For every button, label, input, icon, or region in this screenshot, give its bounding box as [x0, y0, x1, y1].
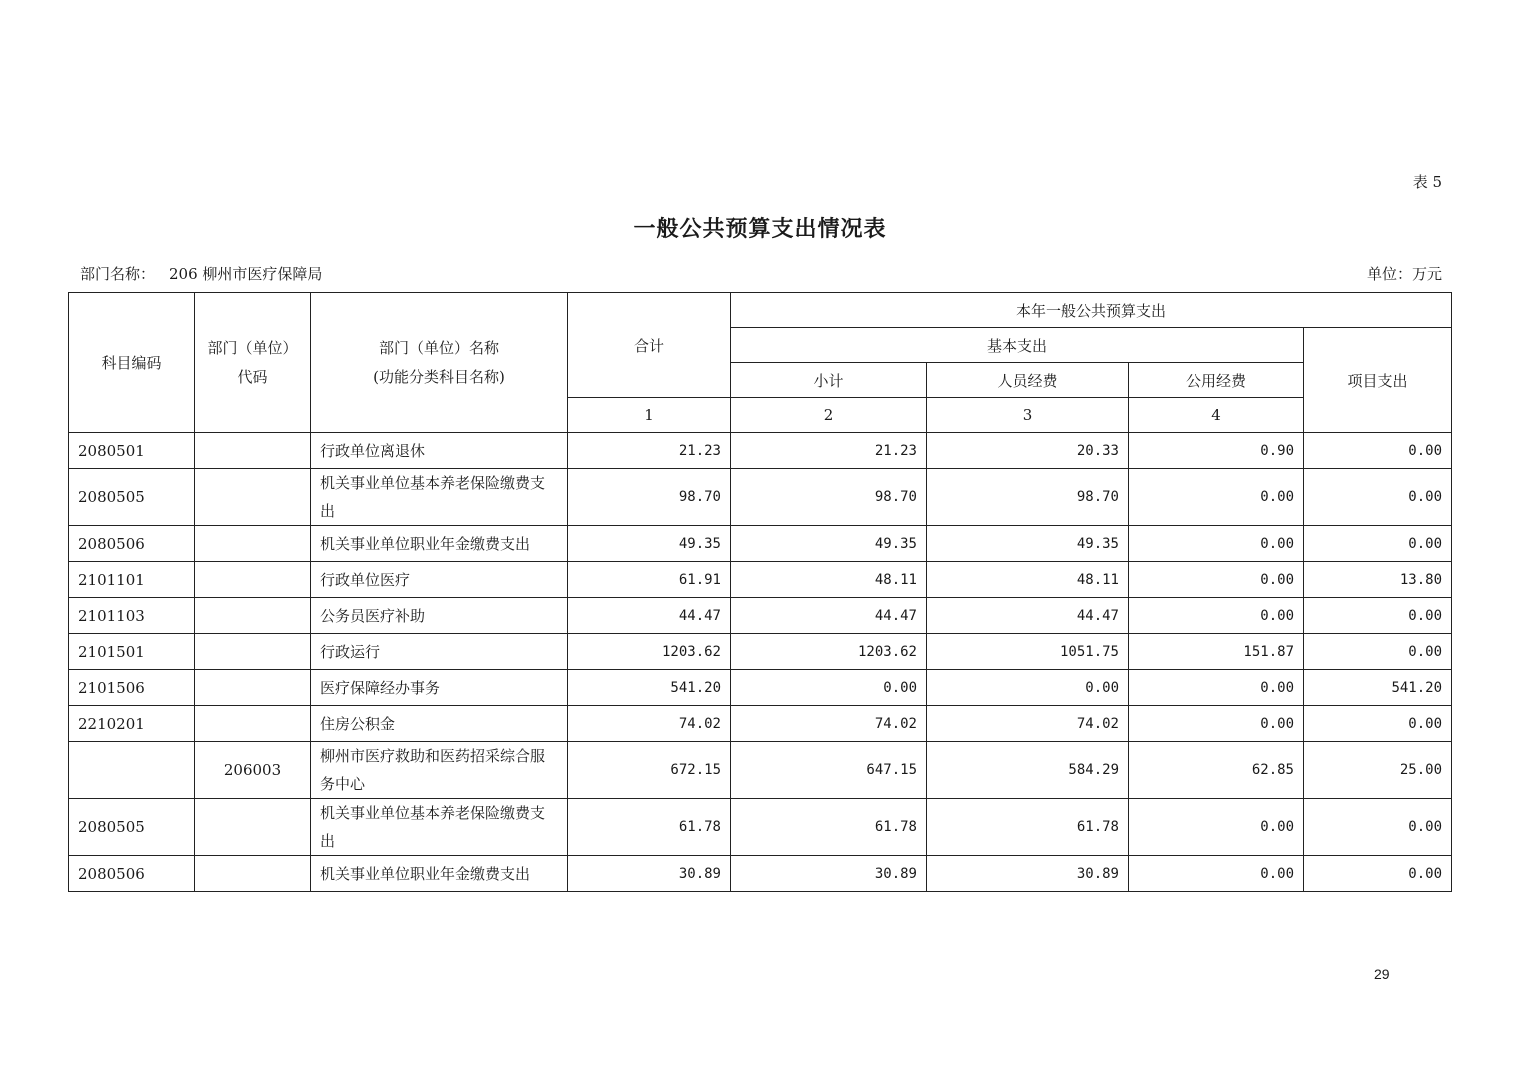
budget-table: [68, 292, 1452, 892]
header-dept-code-line2: 代码: [237, 367, 268, 386]
cell-code: 2080505: [69, 469, 195, 526]
cell-subtotal: 21.23: [731, 433, 927, 469]
cell-personnel: 0.00: [927, 670, 1129, 706]
cell-public: 0.00: [1129, 598, 1304, 634]
header-public: 公用经费: [1129, 363, 1304, 398]
header-subtotal: 小计: [731, 363, 927, 398]
cell-name: 行政单位离退休: [311, 433, 568, 469]
cell-project: 0.00: [1304, 598, 1452, 634]
cell-total: 1203.62: [568, 634, 731, 670]
header-dept-name-line1: 部门（单位）名称: [378, 338, 499, 357]
header-dept-code: [195, 293, 311, 433]
cell-project: 0.00: [1304, 526, 1452, 562]
cell-total: 21.23: [568, 433, 731, 469]
header-project: 项目支出: [1304, 328, 1452, 433]
cell-public: 62.85: [1129, 742, 1304, 799]
page-title: 一般公共预算支出情况表: [633, 216, 887, 242]
cell-subtotal: 647.15: [731, 742, 927, 799]
cell-name: 行政运行: [311, 634, 568, 670]
cell-project: 0.00: [1304, 799, 1452, 856]
table-row: [69, 433, 1452, 469]
cell-total: 74.02: [568, 706, 731, 742]
cell-name: 机关事业单位职业年金缴费支出: [311, 526, 568, 562]
cell-dept-code: [195, 598, 311, 634]
cell-dept-code: [195, 670, 311, 706]
cell-total: 44.47: [568, 598, 731, 634]
col-number: 1: [568, 398, 731, 433]
table-row: [69, 706, 1452, 742]
cell-name: 机关事业单位基本养老保险缴费支出: [311, 469, 568, 526]
cell-personnel: 49.35: [927, 526, 1129, 562]
cell-total: 672.15: [568, 742, 731, 799]
table-row: [69, 856, 1452, 892]
header-dept-name: [311, 293, 568, 433]
department-label: 部门名称：: [80, 265, 156, 283]
col-number: 3: [927, 398, 1129, 433]
header-dept-code-line1: 部门（单位）: [207, 338, 298, 357]
cell-name: 住房公积金: [311, 706, 568, 742]
table-row: [69, 526, 1452, 562]
cell-code: 2080506: [69, 856, 195, 892]
cell-project: 0.00: [1304, 706, 1452, 742]
cell-personnel: 44.47: [927, 598, 1129, 634]
cell-project: 13.80: [1304, 562, 1452, 598]
cell-project: 0.00: [1304, 634, 1452, 670]
cell-subtotal: 49.35: [731, 526, 927, 562]
cell-public: 0.00: [1129, 856, 1304, 892]
page-number: 29: [1374, 966, 1390, 982]
department-line: [80, 263, 322, 284]
header-current-year: 本年一般公共预算支出: [731, 293, 1452, 328]
cell-personnel: 48.11: [927, 562, 1129, 598]
cell-subtotal: 0.00: [731, 670, 927, 706]
cell-dept-code: 206003: [195, 742, 311, 799]
header-subject-code: 科目编码: [69, 293, 195, 433]
cell-total: 61.91: [568, 562, 731, 598]
cell-subtotal: 74.02: [731, 706, 927, 742]
table-row: [69, 598, 1452, 634]
cell-dept-code: [195, 799, 311, 856]
cell-code: 2101501: [69, 634, 195, 670]
cell-public: 0.00: [1129, 469, 1304, 526]
cell-dept-code: [195, 706, 311, 742]
cell-project: 0.00: [1304, 856, 1452, 892]
cell-project: 541.20: [1304, 670, 1452, 706]
cell-subtotal: 98.70: [731, 469, 927, 526]
cell-dept-code: [195, 562, 311, 598]
cell-personnel: 30.89: [927, 856, 1129, 892]
header-personnel: 人员经费: [927, 363, 1129, 398]
cell-dept-code: [195, 856, 311, 892]
cell-name: 行政单位医疗: [311, 562, 568, 598]
header-total: 合计: [568, 293, 731, 398]
cell-public: 0.00: [1129, 526, 1304, 562]
cell-total: 98.70: [568, 469, 731, 526]
cell-personnel: 20.33: [927, 433, 1129, 469]
cell-name: 机关事业单位职业年金缴费支出: [311, 856, 568, 892]
cell-dept-code: [195, 433, 311, 469]
header-basic: 基本支出: [731, 328, 1304, 363]
cell-dept-code: [195, 634, 311, 670]
cell-project: 0.00: [1304, 469, 1452, 526]
cell-public: 0.00: [1129, 670, 1304, 706]
cell-subtotal: 61.78: [731, 799, 927, 856]
cell-project: 25.00: [1304, 742, 1452, 799]
cell-code: 2101101: [69, 562, 195, 598]
cell-public: 0.00: [1129, 706, 1304, 742]
cell-personnel: 74.02: [927, 706, 1129, 742]
cell-code: 2080505: [69, 799, 195, 856]
cell-total: 61.78: [568, 799, 731, 856]
cell-code: 2101506: [69, 670, 195, 706]
table-number: 表 5: [1412, 173, 1442, 191]
col-number: 4: [1129, 398, 1304, 433]
cell-personnel: 98.70: [927, 469, 1129, 526]
department-value: 206 柳州市医疗保障局: [169, 265, 323, 283]
cell-dept-code: [195, 469, 311, 526]
table-row: [69, 634, 1452, 670]
cell-code: 2210201: [69, 706, 195, 742]
header-dept-name-line2: (功能分类科目名称): [373, 367, 505, 386]
table-row: [69, 469, 1452, 526]
cell-code: [69, 742, 195, 799]
cell-total: 49.35: [568, 526, 731, 562]
cell-public: 151.87: [1129, 634, 1304, 670]
table-row: [69, 799, 1452, 856]
cell-code: 2080506: [69, 526, 195, 562]
cell-personnel: 1051.75: [927, 634, 1129, 670]
cell-code: 2080501: [69, 433, 195, 469]
cell-public: 0.00: [1129, 562, 1304, 598]
cell-subtotal: 44.47: [731, 598, 927, 634]
cell-subtotal: 30.89: [731, 856, 927, 892]
table-row: [69, 670, 1452, 706]
table-row: [69, 562, 1452, 598]
cell-personnel: 584.29: [927, 742, 1129, 799]
cell-dept-code: [195, 526, 311, 562]
table-row: [69, 742, 1452, 799]
cell-subtotal: 48.11: [731, 562, 927, 598]
cell-name: 公务员医疗补助: [311, 598, 568, 634]
cell-total: 30.89: [568, 856, 731, 892]
cell-public: 0.90: [1129, 433, 1304, 469]
cell-code: 2101103: [69, 598, 195, 634]
unit-label: 单位：万元: [1366, 265, 1442, 283]
cell-public: 0.00: [1129, 799, 1304, 856]
cell-personnel: 61.78: [927, 799, 1129, 856]
cell-name: 机关事业单位基本养老保险缴费支出: [311, 799, 568, 856]
cell-name: 柳州市医疗救助和医药招采综合服务中心: [311, 742, 568, 799]
cell-project: 0.00: [1304, 433, 1452, 469]
col-number: 2: [731, 398, 927, 433]
cell-total: 541.20: [568, 670, 731, 706]
cell-subtotal: 1203.62: [731, 634, 927, 670]
cell-name: 医疗保障经办事务: [311, 670, 568, 706]
